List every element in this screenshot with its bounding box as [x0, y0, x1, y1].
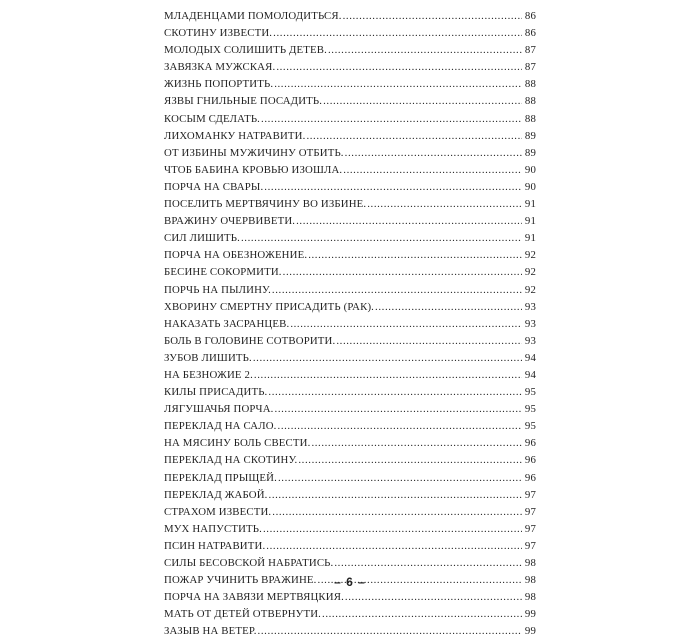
toc-entry	[164, 247, 536, 264]
toc-entry	[164, 230, 536, 247]
toc-entry	[164, 179, 536, 196]
toc-entry	[164, 504, 536, 521]
toc-dot-leader	[241, 230, 522, 247]
toc-entry-title: ЯЗВЫ ГНИЛЬНЫЕ ПОСАДИТЬ.	[164, 95, 323, 108]
toc-entry-page: 94	[524, 351, 536, 364]
toc-entry-title: ЗАВЯЗКА МУЖСКАЯ.	[164, 61, 276, 74]
toc-dot-leader	[272, 504, 522, 521]
toc-entry-title: ПОРЧЬ НА ПЫЛИНУ.	[164, 283, 271, 296]
toc-entry-page: 89	[524, 146, 536, 159]
toc-entry	[164, 606, 536, 623]
toc-dot-leader	[328, 42, 522, 59]
toc-entry-page: 98	[524, 574, 536, 587]
toc-entry-page: 95	[524, 403, 536, 416]
toc-entry	[164, 401, 536, 418]
toc-entry-page: 91	[524, 198, 536, 211]
toc-entry	[164, 418, 536, 435]
toc-entry-page: 90	[524, 180, 536, 193]
toc-dot-leader	[278, 470, 522, 487]
table-of-contents	[164, 8, 536, 640]
toc-entry-page: 88	[524, 95, 536, 108]
toc-entry	[164, 299, 536, 316]
toc-entry-page: 93	[524, 334, 536, 347]
toc-entry-title: ПЕРЕКЛАД НА САЛО.	[164, 420, 277, 433]
toc-dot-leader	[273, 25, 522, 42]
toc-dot-leader	[343, 162, 522, 179]
toc-entry-page: 90	[524, 163, 536, 176]
toc-entry-page: 91	[524, 215, 536, 228]
toc-entry	[164, 213, 536, 230]
toc-entry	[164, 316, 536, 333]
toc-entry-page: 97	[524, 488, 536, 501]
toc-entry	[164, 8, 536, 25]
toc-entry-title: ПЕРЕКЛАД НА СКОТИНУ.	[164, 454, 298, 467]
toc-dot-leader	[336, 333, 522, 350]
toc-dot-leader	[278, 418, 522, 435]
toc-entry	[164, 145, 536, 162]
toc-entry-title: СИЛЫ БЕСОВСКОЙ НАБРАТИСЬ.	[164, 557, 334, 569]
toc-entry	[164, 538, 536, 555]
toc-entry-page: 87	[524, 61, 536, 74]
page-number: – 6 –	[334, 575, 366, 589]
toc-entry	[164, 623, 536, 640]
toc-entry-title: НА МЯСИНУ БОЛЬ СВЕСТИ.	[164, 437, 311, 450]
toc-entry-title: БЕСИНЕ СОКОРМИТИ.	[164, 266, 282, 279]
toc-entry-title: ОТ ИЗБИНЫ МУЖИЧИНУ ОТБИТЬ.	[164, 146, 344, 159]
toc-entry-page: 88	[524, 112, 536, 125]
toc-entry-title: СКОТИНУ ИЗВЕСТИ.	[164, 27, 273, 40]
toc-entry	[164, 367, 536, 384]
toc-dot-leader	[263, 521, 522, 538]
toc-dot-leader	[253, 350, 522, 367]
toc-entry-page: 88	[524, 78, 536, 91]
toc-entry-page: 96	[524, 471, 536, 484]
toc-entry	[164, 350, 536, 367]
toc-entry	[164, 76, 536, 93]
toc-dot-leader	[275, 401, 522, 418]
toc-entry-title: МЛАДЕНЦАМИ ПОМОЛОДИТЬСЯ.	[164, 10, 342, 22]
toc-entry-title: ПОРЧА НА СВАРЫ.	[164, 180, 264, 193]
toc-dot-leader	[334, 555, 522, 572]
toc-dot-leader	[274, 76, 522, 93]
toc-entry	[164, 470, 536, 487]
toc-dot-leader	[276, 59, 522, 76]
toc-entry-title: БОЛЬ В ГОЛОВИНЕ СОТВОРИТИ.	[164, 334, 336, 347]
toc-entry-title: СТРАХОМ ИЗВЕСТИ.	[164, 505, 272, 518]
toc-entry-page: 95	[524, 386, 536, 399]
toc-dot-leader	[343, 8, 522, 25]
toc-dot-leader	[306, 128, 522, 145]
toc-entry	[164, 59, 536, 76]
toc-entry-page: 96	[524, 454, 536, 467]
toc-entry-title: НАКАЗАТЬ ЗАСРАНЦЕВ.	[164, 317, 290, 330]
toc-entry-page: 99	[524, 608, 536, 621]
toc-entry	[164, 555, 536, 572]
toc-entry-title: МОЛОДЫХ СОЛИШИТЬ ДЕТЕВ.	[164, 44, 327, 57]
toc-entry-title: МАТЬ ОТ ДЕТЕЙ ОТВЕРНУТИ.	[164, 608, 322, 621]
toc-entry-title: СИЛ ЛИШИТЬ.	[164, 232, 240, 245]
toc-entry	[164, 93, 536, 110]
toc-dot-leader	[345, 589, 522, 606]
toc-dot-leader	[322, 606, 522, 623]
toc-dot-leader	[283, 264, 522, 281]
toc-entry-title: КОСЫМ СДЕЛАТЬ.	[164, 112, 261, 125]
toc-entry	[164, 452, 536, 469]
toc-entry	[164, 25, 536, 42]
toc-entry-title: ПОРЧА НА ОБЕЗНОЖЕНИЕ.	[164, 249, 308, 262]
toc-dot-leader	[308, 247, 522, 264]
toc-entry	[164, 282, 536, 299]
toc-entry-title: ПОЖАР УЧИНИТЬ ВРАЖИНЕ.	[164, 574, 317, 587]
toc-entry-title: НА БЕЗНОЖИЕ 2.	[164, 368, 253, 381]
toc-dot-leader	[367, 196, 522, 213]
toc-entry	[164, 589, 536, 606]
toc-entry	[164, 487, 536, 504]
toc-dot-leader	[311, 435, 522, 452]
toc-dot-leader	[268, 384, 522, 401]
toc-entry-page: 92	[524, 283, 536, 296]
toc-entry-page: 97	[524, 539, 536, 552]
toc-entry	[164, 196, 536, 213]
toc-entry-title: ЗАЗЫВ НА ВЕТЕР.	[164, 625, 257, 638]
toc-entry-page: 95	[524, 420, 536, 433]
toc-entry-page: 92	[524, 266, 536, 279]
toc-entry	[164, 42, 536, 59]
toc-entry-title: ПОСЕЛИТЬ МЕРТВЯЧИНУ ВО ИЗБИНЕ.	[164, 198, 367, 211]
toc-entry-title: ЧТОБ БАБИНА КРОВЬЮ ИЗОШЛА.	[164, 163, 343, 176]
toc-entry-title: ЖИЗНЬ ПОПОРТИТЬ.	[164, 78, 274, 91]
toc-entry-page: 92	[524, 249, 536, 262]
toc-entry-title: ПЕРЕКЛАД ПРЫЩЕЙ.	[164, 471, 277, 484]
toc-dot-leader	[264, 179, 522, 196]
toc-dot-leader	[272, 282, 522, 299]
toc-entry-page: 96	[524, 437, 536, 450]
toc-dot-leader	[258, 623, 522, 640]
toc-entry-page: 93	[524, 317, 536, 330]
toc-entry-page: 91	[524, 232, 536, 245]
toc-entry	[164, 111, 536, 128]
toc-dot-leader	[261, 111, 522, 128]
toc-entry-page: 94	[524, 368, 536, 381]
toc-entry-title: ПОРЧА НА ЗАВЯЗИ МЕРТВЯЦКИЯ.	[164, 591, 344, 604]
toc-entry-page: 97	[524, 505, 536, 518]
toc-entry-title: ЗУБОВ ЛИШИТЬ.	[164, 351, 252, 364]
toc-entry-page: 86	[524, 27, 536, 40]
toc-entry-page: 97	[524, 522, 536, 535]
toc-entry-page: 86	[524, 10, 536, 22]
toc-entry	[164, 128, 536, 145]
toc-entry-title: ЛЯГУШАЧЬЯ ПОРЧА.	[164, 403, 274, 416]
toc-dot-leader	[323, 93, 522, 110]
toc-entry-title: ЛИХОМАНКУ НАТРАВИТИ.	[164, 129, 306, 142]
toc-entry	[164, 264, 536, 281]
toc-dot-leader	[290, 316, 522, 333]
toc-entry	[164, 521, 536, 538]
toc-entry	[164, 162, 536, 179]
toc-entry	[164, 333, 536, 350]
toc-dot-leader	[298, 452, 522, 469]
toc-dot-leader	[296, 213, 522, 230]
toc-dot-leader	[375, 299, 522, 316]
toc-entry-title: ВРАЖИНУ ОЧЕРВИВЕТИ.	[164, 215, 296, 228]
toc-entry	[164, 384, 536, 401]
toc-entry-title: ХВОРИНУ СМЕРТНУ ПРИСАДИТЬ (РАК).	[164, 300, 375, 313]
toc-entry-page: 87	[524, 44, 536, 57]
toc-entry-title: КИЛЫ ПРИСАДИТЬ.	[164, 386, 268, 399]
toc-entry-page: 98	[524, 591, 536, 604]
toc-entry-page: 89	[524, 129, 536, 142]
toc-entry-page: 93	[524, 300, 536, 313]
toc-entry-title: ПЕРЕКЛАД ЖАБОЙ.	[164, 488, 268, 501]
toc-entry	[164, 435, 536, 452]
toc-dot-leader	[345, 145, 522, 162]
toc-dot-leader	[269, 487, 522, 504]
toc-dot-leader	[266, 538, 522, 555]
toc-entry-page: 98	[524, 557, 536, 569]
toc-dot-leader	[254, 367, 522, 384]
toc-entry-title: МУХ НАПУСТИТЬ.	[164, 522, 262, 535]
toc-entry-title: ПСИН НАТРАВИТИ.	[164, 539, 266, 552]
toc-entry-page: 99	[524, 625, 536, 638]
